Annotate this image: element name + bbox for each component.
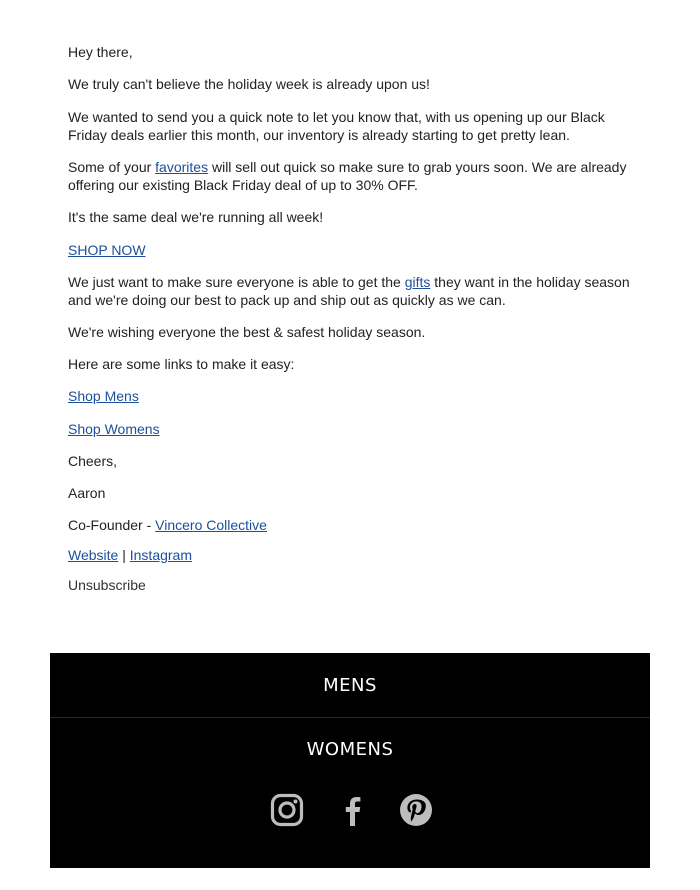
paragraph-same-deal: It's the same deal we're running all week! <box>68 209 324 225</box>
paragraph-intro: We truly can't believe the holiday week is already upon us! <box>68 76 430 92</box>
paragraph-gifts <box>68 273 643 309</box>
paragraph-wishes: We're wishing everyone the best & safest holiday season. <box>68 324 426 340</box>
facebook-icon[interactable] <box>336 793 370 827</box>
shop-mens-link[interactable]: Shop Mens <box>68 388 139 404</box>
link-separator: | <box>118 547 130 563</box>
company-link[interactable]: Vincero Collective <box>155 517 267 533</box>
favorites-link[interactable]: favorites <box>155 159 209 175</box>
instagram-icon[interactable] <box>270 793 304 827</box>
shop-now-link[interactable]: SHOP NOW <box>68 242 146 258</box>
website-link[interactable]: Website <box>68 547 119 563</box>
footer-divider <box>50 717 650 718</box>
gifts-link[interactable]: gifts <box>404 274 431 290</box>
paragraph-favorites-text-2: will sell out quick so make sure to grab yours soon. We are already offering our existing Black Friday deal of up to 30% OFF. <box>68 159 627 193</box>
instagram-link[interactable]: Instagram <box>129 547 192 563</box>
paragraph-favorites-text-1: Some of your <box>68 159 156 175</box>
pinterest-icon[interactable] <box>399 793 433 827</box>
signature-name: Aaron <box>68 485 106 501</box>
footer-nav-mens[interactable]: MENS <box>323 675 377 696</box>
greeting: Hey there, <box>68 44 133 60</box>
unsubscribe-link[interactable]: Unsubscribe <box>68 577 146 593</box>
paragraph-gifts-text-2: they want in the holiday season and we're doing our best to pack up and ship out as quickly as we can. <box>68 274 630 308</box>
sign-off: Cheers, <box>68 453 118 469</box>
paragraph-links-intro: Here are some links to make it easy: <box>68 356 295 372</box>
paragraph-inventory: We wanted to send you a quick note to let you know that, with us opening up our Black Friday deals earlier this month, our inventory is already starting to get pretty lean. <box>68 109 605 143</box>
paragraph-gifts-text-1: We just want to make sure everyone is able to get the <box>68 274 405 290</box>
signature-title <box>68 516 267 534</box>
signature-title-prefix: Co-Founder - <box>68 517 156 533</box>
footer-nav <box>50 653 650 868</box>
social-links <box>68 546 192 564</box>
shop-womens-link[interactable]: Shop Womens <box>68 421 160 437</box>
footer-social-icons <box>50 793 650 833</box>
paragraph-favorites <box>68 158 643 194</box>
footer-nav-womens[interactable]: WOMENS <box>306 739 394 760</box>
